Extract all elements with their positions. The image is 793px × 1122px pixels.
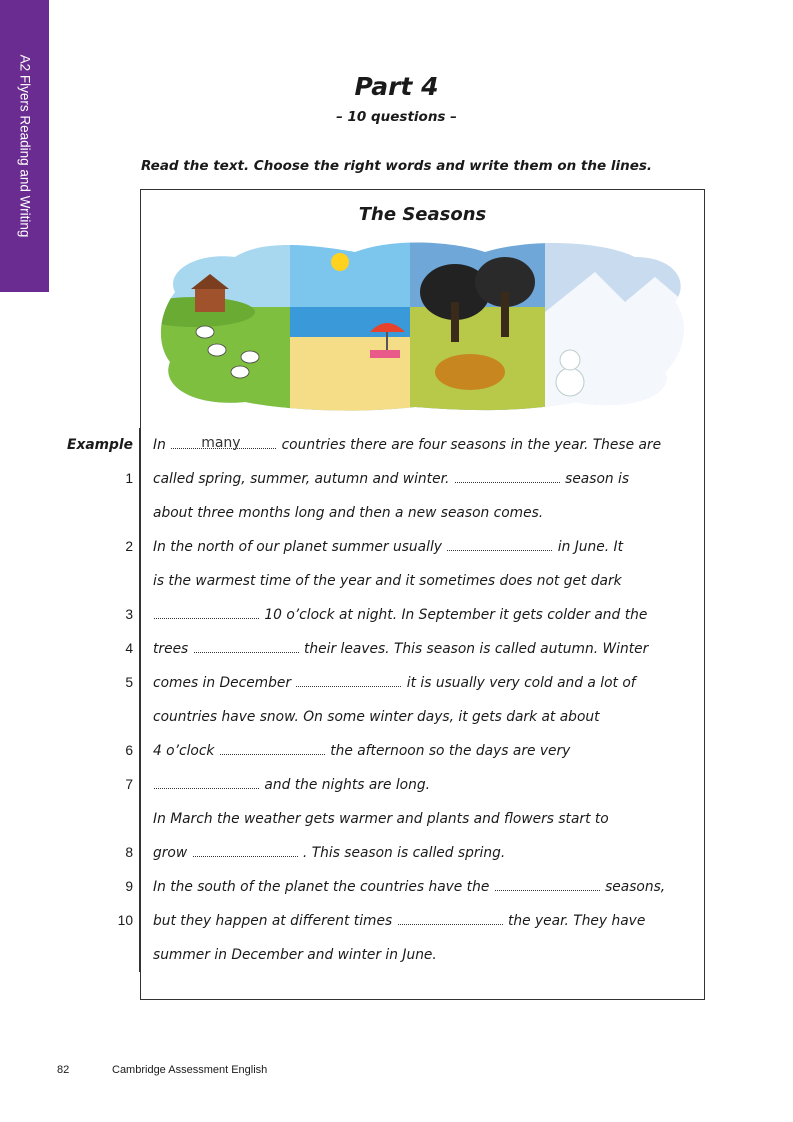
line-text-after: the year. They have (503, 913, 646, 929)
question-number: 1 (125, 471, 133, 486)
question-number: 8 (125, 845, 133, 860)
text-line (153, 564, 622, 598)
question-number: 10 (117, 913, 133, 928)
line-text-after: seasons, (600, 879, 666, 895)
question-number: 7 (125, 777, 133, 792)
line-text-after: the afternoon so the days are very (325, 743, 571, 759)
line-text-before: about three months long and then a new season comes. (153, 505, 544, 521)
line-text-after: and the nights are long. (260, 777, 430, 793)
line-text-before: In (153, 437, 171, 453)
text-line (153, 598, 647, 632)
line-text-after: it is usually very cold and a lot of (402, 675, 636, 691)
answer-gap (154, 606, 259, 619)
text-line (153, 904, 645, 938)
text-line (153, 802, 609, 836)
question-number (0, 700, 133, 734)
line-text-after: season is (560, 471, 630, 487)
question-number: 3 (125, 607, 133, 622)
text-line (153, 870, 665, 904)
box-title: The Seasons (358, 204, 487, 225)
page-number: 82 (57, 1064, 70, 1076)
line-text-after: their leaves. This season is called autumn. Winter (299, 641, 649, 657)
answer-gap (194, 640, 299, 653)
line-text-before: In March the weather gets warmer and plants and flowers start to (153, 811, 609, 827)
question-number: 9 (125, 879, 133, 894)
line-text-before: countries have snow. On some winter days, it gets dark at about (153, 709, 600, 725)
line-text-before: but they happen at different times (153, 913, 397, 929)
answer-gap (455, 470, 560, 483)
answer-gap (154, 776, 259, 789)
question-number (0, 802, 133, 836)
example-answer-gap (171, 436, 276, 449)
question-number: 5 (125, 675, 133, 690)
text-line (153, 428, 661, 462)
line-text-before: is the warmest time of the year and it sometimes does not get dark (153, 573, 622, 589)
page-title: Part 4 (354, 72, 439, 101)
line-text-before: trees (153, 641, 193, 657)
text-line (153, 666, 636, 700)
line-text-before: 4 o’clock (153, 743, 219, 759)
text-line (153, 632, 648, 666)
line-text-before: called spring, summer, autumn and winter. (153, 471, 454, 487)
text-line (153, 734, 570, 768)
line-text-after: countries there are four seasons in the year. These are (277, 437, 662, 453)
line-text-before: In the south of the planet the countries have the (153, 879, 494, 895)
question-number: 4 (125, 641, 133, 656)
question-number (0, 496, 133, 530)
side-tab (0, 0, 49, 292)
publisher-name: Cambridge Assessment English (112, 1064, 268, 1076)
page-subtitle: – 10 questions – (336, 109, 457, 125)
text-line (153, 700, 600, 734)
answer-gap (193, 844, 298, 857)
line-text-before: summer in December and winter in June. (153, 947, 437, 963)
line-text-before: comes in December (153, 675, 296, 691)
instruction: Read the text. Choose the right words and write them on the lines. (140, 158, 653, 174)
example-answer: many (201, 435, 241, 451)
text-line (153, 836, 505, 870)
text-line (153, 496, 543, 530)
answer-gap (398, 912, 503, 925)
side-tab-label: A2 Flyers Reading and Writing (17, 54, 32, 238)
line-text-before: grow (153, 845, 192, 861)
line-text-after: . This season is called spring. (298, 845, 506, 861)
line-text-after: 10 o’clock at night. In September it gets colder and the (260, 607, 648, 623)
text-line (153, 462, 629, 496)
question-number (0, 564, 133, 598)
question-number: 6 (125, 743, 133, 758)
text-line (153, 768, 430, 802)
answer-gap (220, 742, 325, 755)
line-text-before: In the north of our planet summer usually (153, 539, 447, 555)
question-number: Example (67, 437, 133, 453)
seasons-illustration (155, 232, 690, 412)
question-number (0, 938, 133, 972)
question-number: 2 (125, 539, 133, 554)
answer-gap (296, 674, 401, 687)
answer-gap (447, 538, 552, 551)
text-line (153, 530, 623, 564)
text-line (153, 938, 437, 972)
line-text-after: in June. It (553, 539, 623, 555)
number-rule (139, 428, 140, 972)
answer-gap (495, 878, 600, 891)
